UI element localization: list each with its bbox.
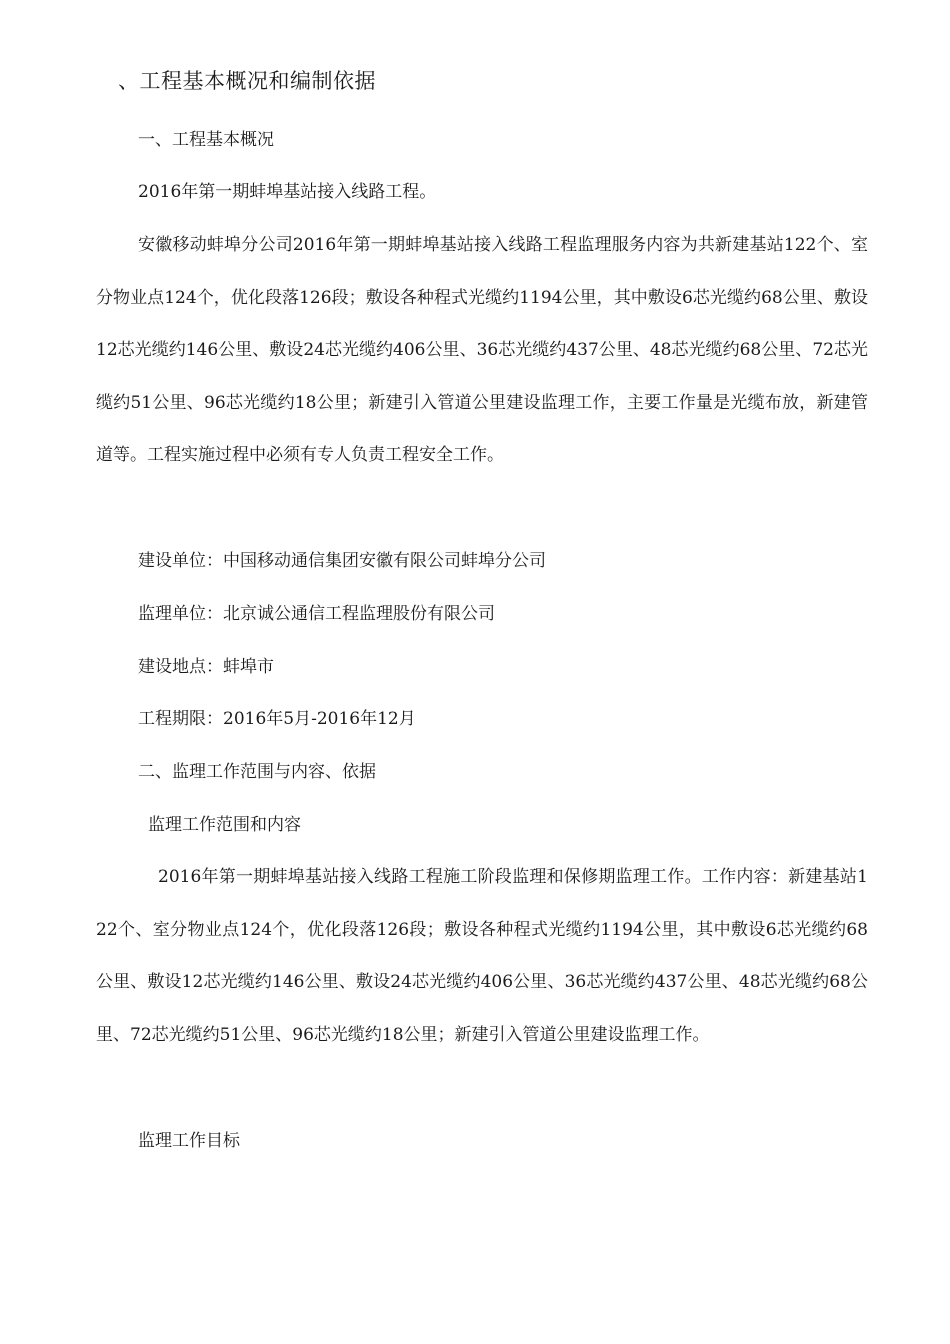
scope-subheading: 监理工作范围和内容 (148, 815, 301, 835)
project-period: 工程期限：2016年5月-2016年12月 (138, 709, 416, 729)
scope-paragraph: 2016年第一期蚌埠基站接入线路工程施工阶段监理和保修期监理工作。工作内容：新建基站122个、室分物业点124个，优化段落126段；敷设各种程式光缆约1194公里，其中敷设6芯光缆约68公里、敷设12芯光缆约146公里、敷设24芯光缆约406公里、36芯光缆约437公里、48芯光缆约68公里、72芯光缆约51公里、96芯光缆约18公里；新建引入管道公里建设监理工作。 (96, 867, 868, 1045)
section1-heading: 一、工程基本概况 (138, 130, 274, 150)
overview-paragraph: 安徽移动蚌埠分公司2016年第一期蚌埠基站接入线路工程监理服务内容为共新建基站122个、室分物业点124个，优化段落126段；敷设各种程式光缆约1194公里，其中敷设6芯光缆约68公里、敷设12芯光缆约146公里、敷设24芯光缆约406公里、36芯光缆约437公里、48芯光缆约68公里、72芯光缆约51公里、96芯光缆约18公里；新建引入管道公里建设监理工作，主要工作量是光缆布放，新建管道等。工程实施过程中必须有专人负责工程安全工作。 (96, 235, 868, 465)
project-name: 2016年第一期蚌埠基站接入线路工程。 (138, 182, 437, 202)
goals-subheading: 监理工作目标 (138, 1131, 240, 1151)
document-title: 、工程基本概况和编制依据 (118, 69, 376, 93)
construction-site: 建设地点：蚌埠市 (138, 657, 274, 677)
supervision-unit: 监理单位：北京诚公通信工程监理股份有限公司 (138, 604, 495, 624)
section2-heading: 二、监理工作范围与内容、依据 (138, 762, 376, 782)
construction-unit: 建设单位：中国移动通信集团安徽有限公司蚌埠分公司 (138, 551, 546, 571)
